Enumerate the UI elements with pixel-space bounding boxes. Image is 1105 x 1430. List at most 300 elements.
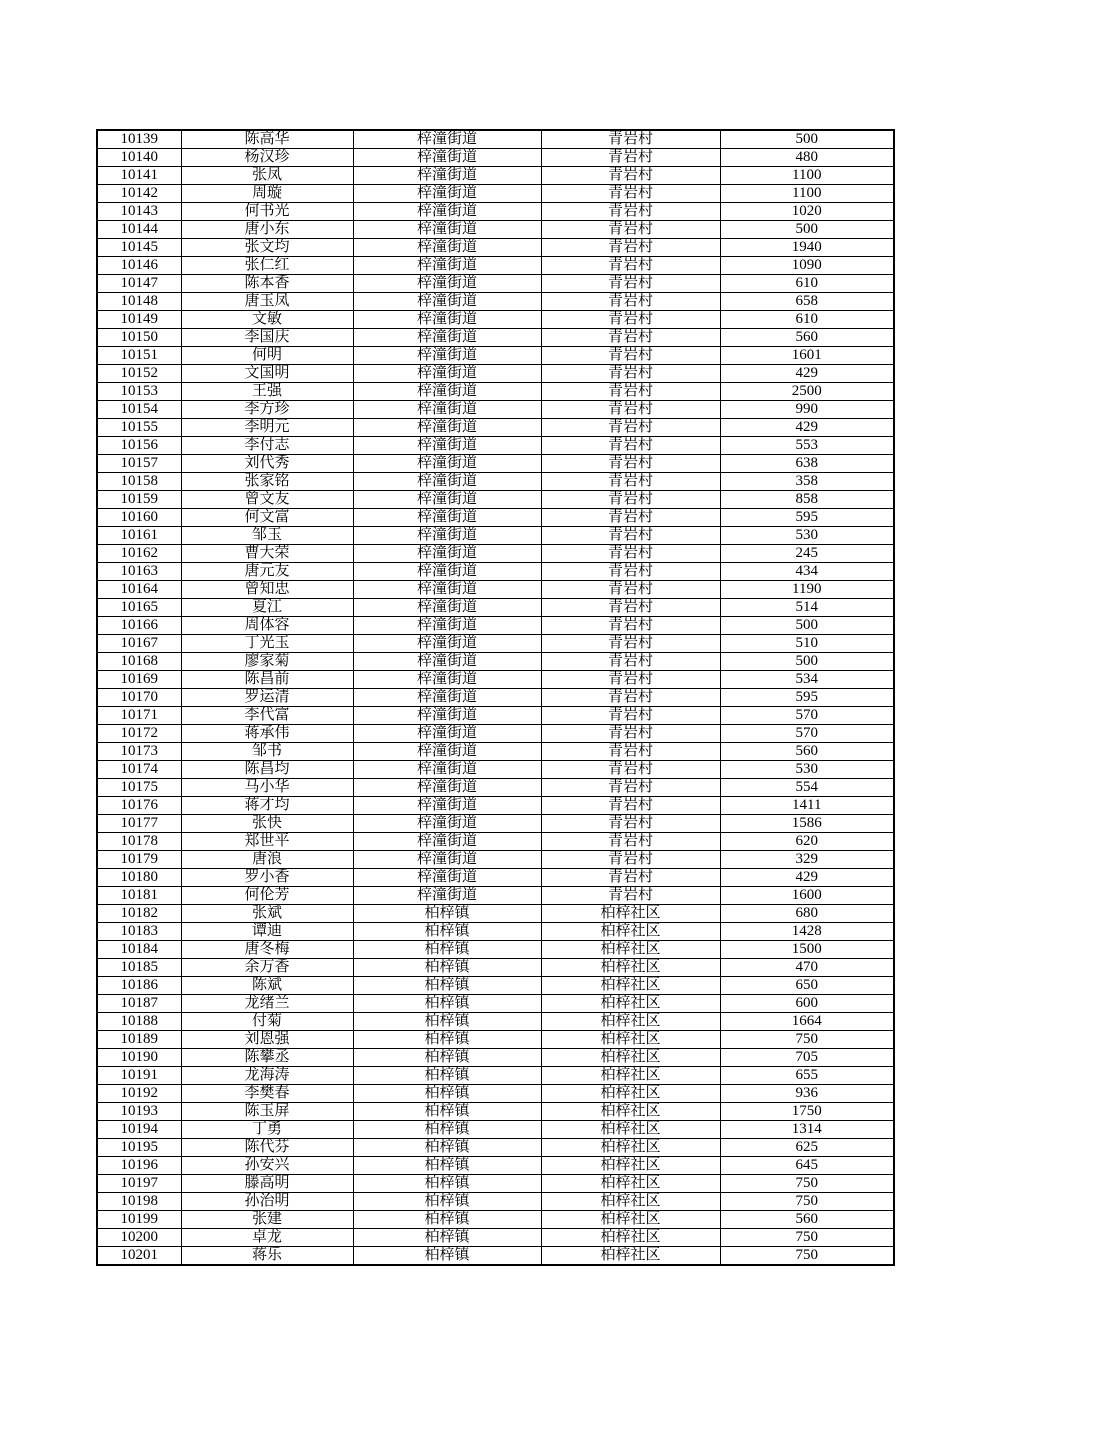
- name-cell: 陈高华: [181, 130, 353, 149]
- name-cell: 周璇: [181, 185, 353, 203]
- table-row: [97, 527, 894, 545]
- table-row: [97, 617, 894, 635]
- record-id-cell: 10157: [97, 455, 181, 473]
- amount-cell: 705: [720, 1049, 894, 1067]
- name-cell: 陈斌: [181, 977, 353, 995]
- name-cell: 唐玉凤: [181, 293, 353, 311]
- record-id-cell: 10161: [97, 527, 181, 545]
- amount-cell: 1411: [720, 797, 894, 815]
- record-id-cell: 10195: [97, 1139, 181, 1157]
- amount-cell: 680: [720, 905, 894, 923]
- amount-cell: 750: [720, 1229, 894, 1247]
- table-row: [97, 1121, 894, 1139]
- table-row: [97, 1157, 894, 1175]
- name-cell: 张斌: [181, 905, 353, 923]
- table-row: [97, 599, 894, 617]
- town-cell: 梓潼街道: [353, 383, 541, 401]
- village-cell: 青岩村: [541, 491, 720, 509]
- record-id-cell: 10176: [97, 797, 181, 815]
- village-cell: 柏梓社区: [541, 1211, 720, 1229]
- village-cell: 青岩村: [541, 797, 720, 815]
- amount-cell: 936: [720, 1085, 894, 1103]
- record-id-cell: 10194: [97, 1121, 181, 1139]
- village-cell: 青岩村: [541, 689, 720, 707]
- town-cell: 柏梓镇: [353, 1229, 541, 1247]
- name-cell: 唐小东: [181, 221, 353, 239]
- amount-cell: 434: [720, 563, 894, 581]
- town-cell: 梓潼街道: [353, 167, 541, 185]
- table-row: [97, 167, 894, 185]
- village-cell: 青岩村: [541, 130, 720, 149]
- village-cell: 柏梓社区: [541, 1157, 720, 1175]
- town-cell: 柏梓镇: [353, 1139, 541, 1157]
- name-cell: 蒋承伟: [181, 725, 353, 743]
- town-cell: 柏梓镇: [353, 1013, 541, 1031]
- name-cell: 张仁红: [181, 257, 353, 275]
- village-cell: 青岩村: [541, 671, 720, 689]
- town-cell: 梓潼街道: [353, 203, 541, 221]
- record-id-cell: 10180: [97, 869, 181, 887]
- name-cell: 何书光: [181, 203, 353, 221]
- amount-cell: 500: [720, 130, 894, 149]
- record-id-cell: 10175: [97, 779, 181, 797]
- record-id-cell: 10178: [97, 833, 181, 851]
- village-cell: 青岩村: [541, 239, 720, 257]
- record-id-cell: 10159: [97, 491, 181, 509]
- amount-cell: 595: [720, 689, 894, 707]
- record-id-cell: 10191: [97, 1067, 181, 1085]
- village-cell: 青岩村: [541, 761, 720, 779]
- table-row: [97, 797, 894, 815]
- table-row: [97, 653, 894, 671]
- town-cell: 梓潼街道: [353, 329, 541, 347]
- name-cell: 邹书: [181, 743, 353, 761]
- amount-cell: 2500: [720, 383, 894, 401]
- name-cell: 李方珍: [181, 401, 353, 419]
- table-row: [97, 1103, 894, 1121]
- village-cell: 柏梓社区: [541, 941, 720, 959]
- village-cell: 青岩村: [541, 293, 720, 311]
- amount-cell: 1664: [720, 1013, 894, 1031]
- name-cell: 罗小香: [181, 869, 353, 887]
- amount-cell: 750: [720, 1031, 894, 1049]
- amount-cell: 429: [720, 419, 894, 437]
- record-id-cell: 10182: [97, 905, 181, 923]
- name-cell: 何明: [181, 347, 353, 365]
- village-cell: 柏梓社区: [541, 995, 720, 1013]
- table-row: [97, 1193, 894, 1211]
- name-cell: 李付志: [181, 437, 353, 455]
- record-id-cell: 10173: [97, 743, 181, 761]
- town-cell: 梓潼街道: [353, 311, 541, 329]
- village-cell: 青岩村: [541, 221, 720, 239]
- record-id-cell: 10151: [97, 347, 181, 365]
- town-cell: 柏梓镇: [353, 977, 541, 995]
- amount-cell: 560: [720, 329, 894, 347]
- amount-cell: 1020: [720, 203, 894, 221]
- amount-cell: 1601: [720, 347, 894, 365]
- record-id-cell: 10163: [97, 563, 181, 581]
- amount-cell: 554: [720, 779, 894, 797]
- table-row: [97, 275, 894, 293]
- village-cell: 柏梓社区: [541, 1229, 720, 1247]
- amount-cell: 1100: [720, 167, 894, 185]
- table-row: [97, 293, 894, 311]
- record-id-cell: 10149: [97, 311, 181, 329]
- table-row: [97, 689, 894, 707]
- name-cell: 刘恩强: [181, 1031, 353, 1049]
- town-cell: 梓潼街道: [353, 437, 541, 455]
- amount-cell: 530: [720, 527, 894, 545]
- town-cell: 梓潼街道: [353, 653, 541, 671]
- amount-cell: 638: [720, 455, 894, 473]
- table-row: [97, 257, 894, 275]
- name-cell: 谭迪: [181, 923, 353, 941]
- town-cell: 柏梓镇: [353, 1247, 541, 1266]
- name-cell: 陈昌前: [181, 671, 353, 689]
- amount-cell: 1750: [720, 1103, 894, 1121]
- record-id-cell: 10198: [97, 1193, 181, 1211]
- record-id-cell: 10197: [97, 1175, 181, 1193]
- amount-cell: 530: [720, 761, 894, 779]
- amount-cell: 750: [720, 1175, 894, 1193]
- village-cell: 柏梓社区: [541, 905, 720, 923]
- table-row: [97, 977, 894, 995]
- name-cell: 李明元: [181, 419, 353, 437]
- village-cell: 青岩村: [541, 401, 720, 419]
- table-row: [97, 1211, 894, 1229]
- amount-cell: 600: [720, 995, 894, 1013]
- name-cell: 丁勇: [181, 1121, 353, 1139]
- table-row: [97, 635, 894, 653]
- name-cell: 夏江: [181, 599, 353, 617]
- name-cell: 李樊春: [181, 1085, 353, 1103]
- town-cell: 梓潼街道: [353, 401, 541, 419]
- table-row: [97, 203, 894, 221]
- name-cell: 李国庆: [181, 329, 353, 347]
- table-row: [97, 995, 894, 1013]
- table-row: [97, 239, 894, 257]
- amount-cell: 655: [720, 1067, 894, 1085]
- record-id-cell: 10155: [97, 419, 181, 437]
- village-cell: 青岩村: [541, 779, 720, 797]
- town-cell: 柏梓镇: [353, 1049, 541, 1067]
- name-cell: 孙治明: [181, 1193, 353, 1211]
- amount-cell: 560: [720, 1211, 894, 1229]
- amount-cell: 560: [720, 743, 894, 761]
- village-cell: 青岩村: [541, 419, 720, 437]
- record-id-cell: 10140: [97, 149, 181, 167]
- record-id-cell: 10152: [97, 365, 181, 383]
- table-row: [97, 1067, 894, 1085]
- town-cell: 梓潼街道: [353, 689, 541, 707]
- village-cell: 青岩村: [541, 473, 720, 491]
- name-cell: 龙绪兰: [181, 995, 353, 1013]
- village-cell: 青岩村: [541, 365, 720, 383]
- amount-cell: 500: [720, 653, 894, 671]
- amount-cell: 1586: [720, 815, 894, 833]
- record-id-cell: 10165: [97, 599, 181, 617]
- record-id-cell: 10189: [97, 1031, 181, 1049]
- amount-cell: 1314: [720, 1121, 894, 1139]
- table-row: [97, 869, 894, 887]
- village-cell: 青岩村: [541, 437, 720, 455]
- record-id-cell: 10169: [97, 671, 181, 689]
- name-cell: 余万香: [181, 959, 353, 977]
- record-id-cell: 10139: [97, 130, 181, 149]
- amount-cell: 645: [720, 1157, 894, 1175]
- amount-cell: 470: [720, 959, 894, 977]
- amount-cell: 1190: [720, 581, 894, 599]
- record-id-cell: 10190: [97, 1049, 181, 1067]
- table-row: [97, 1247, 894, 1266]
- record-id-cell: 10188: [97, 1013, 181, 1031]
- amount-cell: 990: [720, 401, 894, 419]
- record-id-cell: 10174: [97, 761, 181, 779]
- amount-cell: 1940: [720, 239, 894, 257]
- record-id-cell: 10141: [97, 167, 181, 185]
- record-id-cell: 10143: [97, 203, 181, 221]
- village-cell: 青岩村: [541, 455, 720, 473]
- village-cell: 柏梓社区: [541, 977, 720, 995]
- record-id-cell: 10186: [97, 977, 181, 995]
- village-cell: 青岩村: [541, 581, 720, 599]
- village-cell: 柏梓社区: [541, 1031, 720, 1049]
- town-cell: 柏梓镇: [353, 1175, 541, 1193]
- table-row: [97, 725, 894, 743]
- name-cell: 廖家菊: [181, 653, 353, 671]
- table-row: [97, 887, 894, 905]
- table-row: [97, 707, 894, 725]
- table-row: [97, 545, 894, 563]
- amount-cell: 1428: [720, 923, 894, 941]
- town-cell: 梓潼街道: [353, 257, 541, 275]
- town-cell: 梓潼街道: [353, 725, 541, 743]
- town-cell: 梓潼街道: [353, 671, 541, 689]
- table-row: [97, 833, 894, 851]
- village-cell: 青岩村: [541, 383, 720, 401]
- record-id-cell: 10181: [97, 887, 181, 905]
- name-cell: 张家铭: [181, 473, 353, 491]
- town-cell: 柏梓镇: [353, 1193, 541, 1211]
- record-id-cell: 10153: [97, 383, 181, 401]
- name-cell: 文敏: [181, 311, 353, 329]
- town-cell: 梓潼街道: [353, 545, 541, 563]
- amount-cell: 500: [720, 617, 894, 635]
- town-cell: 梓潼街道: [353, 473, 541, 491]
- table-row: [97, 311, 894, 329]
- record-id-cell: 10199: [97, 1211, 181, 1229]
- town-cell: 柏梓镇: [353, 1031, 541, 1049]
- table-row: [97, 221, 894, 239]
- name-cell: 张文均: [181, 239, 353, 257]
- town-cell: 梓潼街道: [353, 851, 541, 869]
- town-cell: 梓潼街道: [353, 761, 541, 779]
- name-cell: 文国明: [181, 365, 353, 383]
- town-cell: 梓潼街道: [353, 815, 541, 833]
- record-id-cell: 10160: [97, 509, 181, 527]
- name-cell: 何文富: [181, 509, 353, 527]
- record-id-cell: 10187: [97, 995, 181, 1013]
- town-cell: 梓潼街道: [353, 347, 541, 365]
- table-row: [97, 1175, 894, 1193]
- name-cell: 邹玉: [181, 527, 353, 545]
- name-cell: 李代富: [181, 707, 353, 725]
- village-cell: 青岩村: [541, 527, 720, 545]
- village-cell: 青岩村: [541, 653, 720, 671]
- village-cell: 青岩村: [541, 257, 720, 275]
- record-id-cell: 10147: [97, 275, 181, 293]
- town-cell: 梓潼街道: [353, 293, 541, 311]
- village-cell: 青岩村: [541, 869, 720, 887]
- data-table: [96, 129, 895, 1266]
- amount-cell: 858: [720, 491, 894, 509]
- amount-cell: 510: [720, 635, 894, 653]
- name-cell: 孙安兴: [181, 1157, 353, 1175]
- village-cell: 柏梓社区: [541, 1139, 720, 1157]
- name-cell: 刘代秀: [181, 455, 353, 473]
- town-cell: 梓潼街道: [353, 635, 541, 653]
- town-cell: 柏梓镇: [353, 1085, 541, 1103]
- table-row: [97, 1085, 894, 1103]
- name-cell: 陈本香: [181, 275, 353, 293]
- record-id-cell: 10171: [97, 707, 181, 725]
- record-id-cell: 10166: [97, 617, 181, 635]
- amount-cell: 500: [720, 221, 894, 239]
- table-row: [97, 1031, 894, 1049]
- table-row: [97, 851, 894, 869]
- table-row: [97, 419, 894, 437]
- village-cell: 青岩村: [541, 329, 720, 347]
- town-cell: 梓潼街道: [353, 491, 541, 509]
- name-cell: 张快: [181, 815, 353, 833]
- name-cell: 王强: [181, 383, 353, 401]
- name-cell: 张建: [181, 1211, 353, 1229]
- town-cell: 柏梓镇: [353, 923, 541, 941]
- village-cell: 柏梓社区: [541, 959, 720, 977]
- town-cell: 梓潼街道: [353, 221, 541, 239]
- town-cell: 柏梓镇: [353, 1067, 541, 1085]
- town-cell: 梓潼街道: [353, 869, 541, 887]
- amount-cell: 358: [720, 473, 894, 491]
- name-cell: 陈代芬: [181, 1139, 353, 1157]
- name-cell: 丁光玉: [181, 635, 353, 653]
- amount-cell: 480: [720, 149, 894, 167]
- record-id-cell: 10184: [97, 941, 181, 959]
- amount-cell: 750: [720, 1247, 894, 1266]
- record-id-cell: 10148: [97, 293, 181, 311]
- village-cell: 青岩村: [541, 347, 720, 365]
- name-cell: 罗运清: [181, 689, 353, 707]
- table-row: [97, 130, 894, 149]
- name-cell: 唐冬梅: [181, 941, 353, 959]
- town-cell: 梓潼街道: [353, 419, 541, 437]
- village-cell: 柏梓社区: [541, 1067, 720, 1085]
- name-cell: 卓龙: [181, 1229, 353, 1247]
- record-id-cell: 10144: [97, 221, 181, 239]
- record-id-cell: 10183: [97, 923, 181, 941]
- table-row: [97, 383, 894, 401]
- town-cell: 梓潼街道: [353, 509, 541, 527]
- town-cell: 梓潼街道: [353, 527, 541, 545]
- record-id-cell: 10142: [97, 185, 181, 203]
- amount-cell: 750: [720, 1193, 894, 1211]
- record-id-cell: 10167: [97, 635, 181, 653]
- town-cell: 梓潼街道: [353, 779, 541, 797]
- record-id-cell: 10200: [97, 1229, 181, 1247]
- amount-cell: 650: [720, 977, 894, 995]
- amount-cell: 245: [720, 545, 894, 563]
- town-cell: 柏梓镇: [353, 1211, 541, 1229]
- village-cell: 青岩村: [541, 851, 720, 869]
- town-cell: 梓潼街道: [353, 707, 541, 725]
- village-cell: 青岩村: [541, 617, 720, 635]
- amount-cell: 429: [720, 869, 894, 887]
- record-id-cell: 10154: [97, 401, 181, 419]
- amount-cell: 1090: [720, 257, 894, 275]
- record-id-cell: 10177: [97, 815, 181, 833]
- table-row: [97, 959, 894, 977]
- village-cell: 青岩村: [541, 743, 720, 761]
- amount-cell: 329: [720, 851, 894, 869]
- record-id-cell: 10196: [97, 1157, 181, 1175]
- table-row: [97, 1229, 894, 1247]
- village-cell: 柏梓社区: [541, 923, 720, 941]
- village-cell: 青岩村: [541, 833, 720, 851]
- name-cell: 陈昌均: [181, 761, 353, 779]
- town-cell: 梓潼街道: [353, 887, 541, 905]
- amount-cell: 595: [720, 509, 894, 527]
- town-cell: 梓潼街道: [353, 563, 541, 581]
- table-row: [97, 473, 894, 491]
- table-row: [97, 329, 894, 347]
- table-row: [97, 185, 894, 203]
- village-cell: 青岩村: [541, 185, 720, 203]
- village-cell: 柏梓社区: [541, 1085, 720, 1103]
- village-cell: 青岩村: [541, 311, 720, 329]
- record-id-cell: 10164: [97, 581, 181, 599]
- village-cell: 青岩村: [541, 275, 720, 293]
- amount-cell: 553: [720, 437, 894, 455]
- name-cell: 陈攀丞: [181, 1049, 353, 1067]
- table-row: [97, 491, 894, 509]
- table-row: [97, 581, 894, 599]
- table-body: [97, 130, 894, 1265]
- village-cell: 青岩村: [541, 599, 720, 617]
- village-cell: 青岩村: [541, 815, 720, 833]
- record-id-cell: 10179: [97, 851, 181, 869]
- amount-cell: 514: [720, 599, 894, 617]
- name-cell: 何伦芳: [181, 887, 353, 905]
- table-row: [97, 455, 894, 473]
- town-cell: 梓潼街道: [353, 581, 541, 599]
- record-id-cell: 10185: [97, 959, 181, 977]
- table-row: [97, 671, 894, 689]
- amount-cell: 1100: [720, 185, 894, 203]
- table-row: [97, 743, 894, 761]
- town-cell: 梓潼街道: [353, 130, 541, 149]
- name-cell: 蒋才均: [181, 797, 353, 815]
- amount-cell: 658: [720, 293, 894, 311]
- town-cell: 梓潼街道: [353, 617, 541, 635]
- amount-cell: 1600: [720, 887, 894, 905]
- name-cell: 唐元友: [181, 563, 353, 581]
- name-cell: 曾知忠: [181, 581, 353, 599]
- amount-cell: 534: [720, 671, 894, 689]
- table-row: [97, 509, 894, 527]
- town-cell: 梓潼街道: [353, 275, 541, 293]
- record-id-cell: 10145: [97, 239, 181, 257]
